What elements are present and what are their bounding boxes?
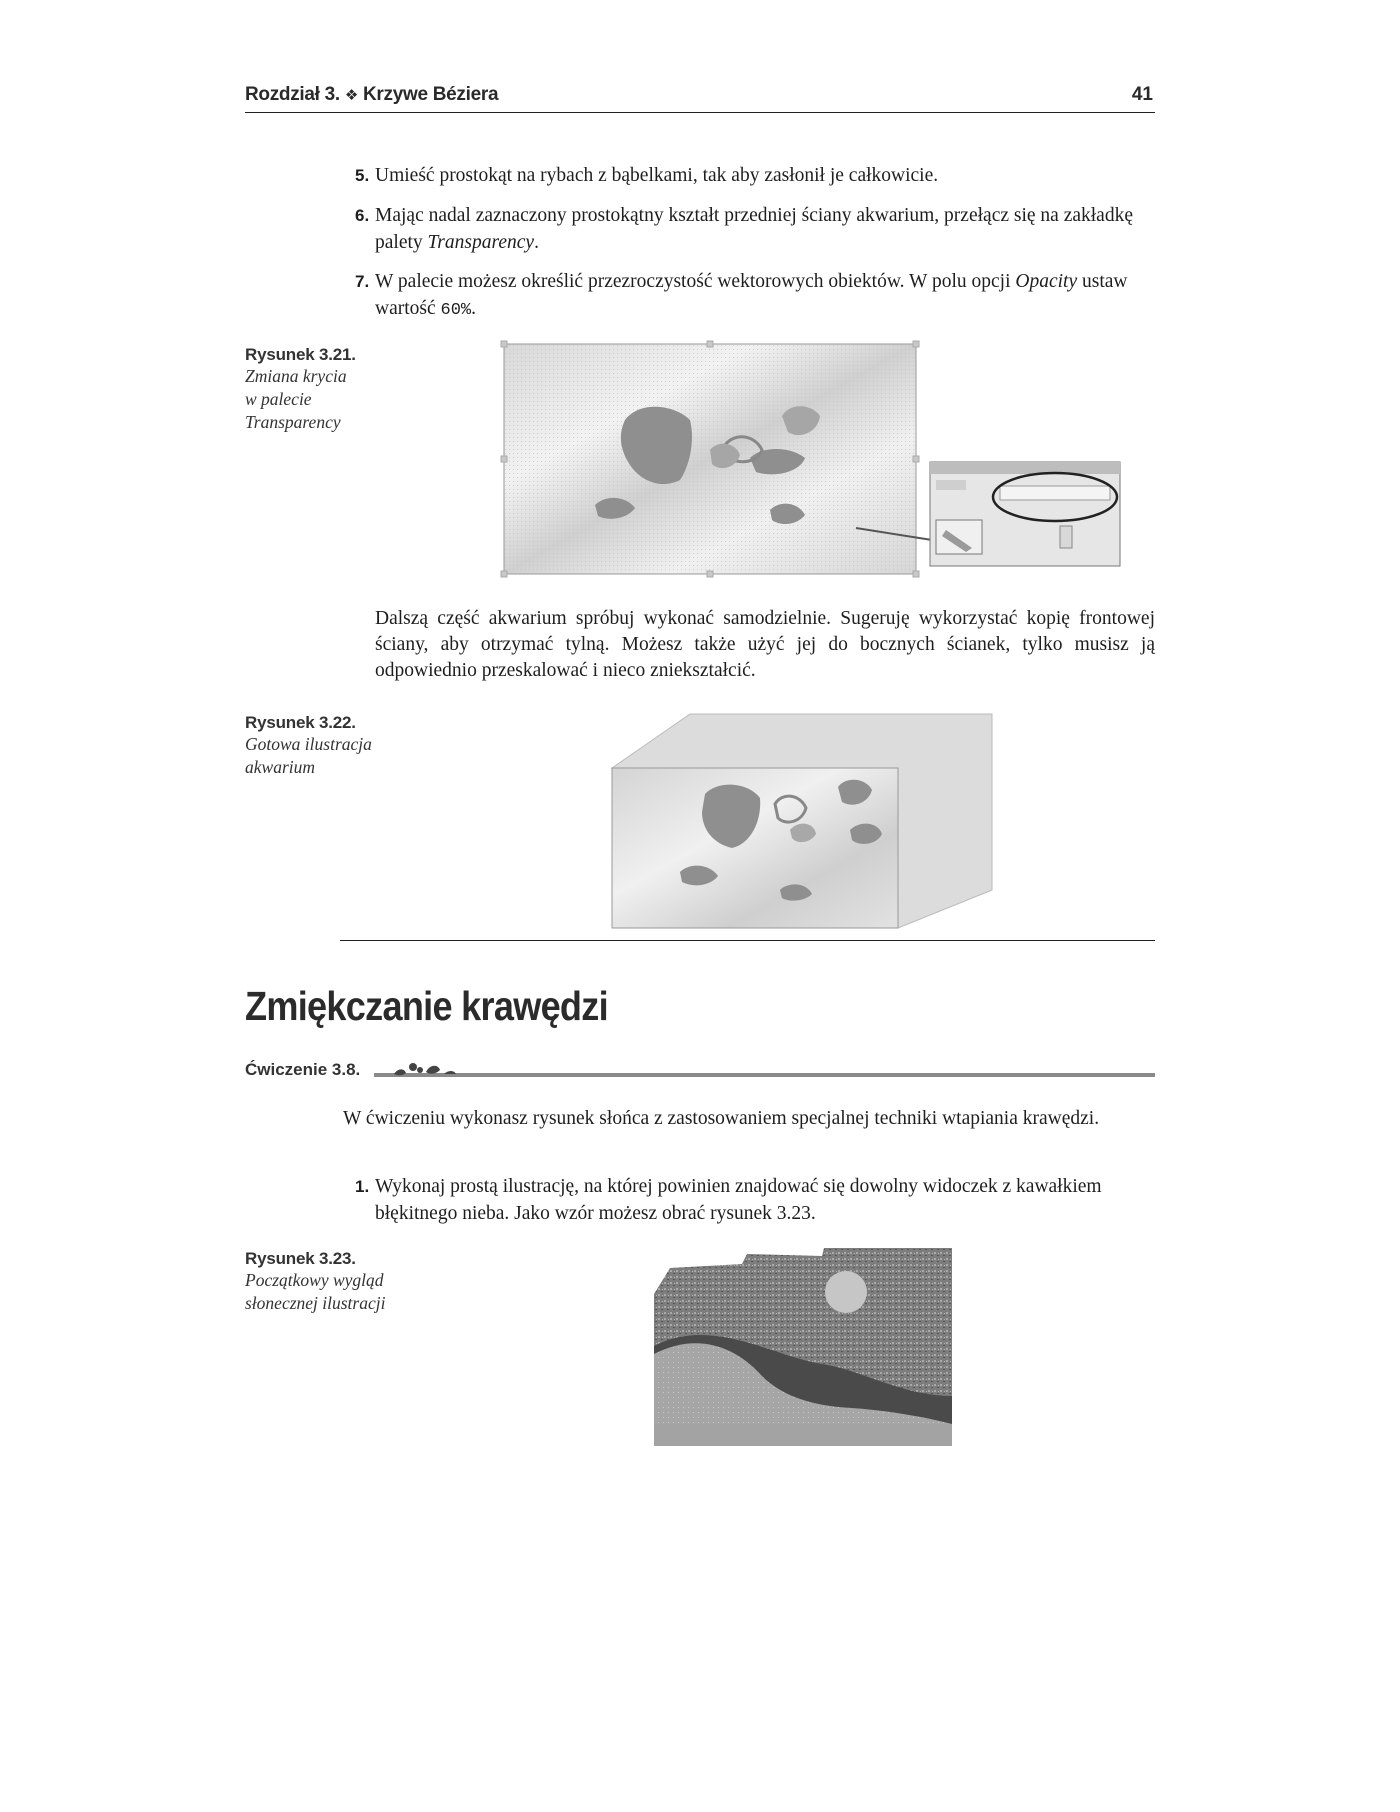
page-number: 41 bbox=[1131, 84, 1153, 105]
step-6 bbox=[355, 202, 1155, 256]
exercise-step-1 bbox=[355, 1173, 1125, 1227]
ground bbox=[654, 1424, 952, 1446]
opacity-value: 60% bbox=[440, 301, 472, 320]
figure-title: Rysunek 3.22. bbox=[245, 713, 356, 732]
figure-3-23-image bbox=[652, 1246, 954, 1448]
paragraph-aquarium: Dalszą część akwarium spróbuj wykonać samodzielnie. Sugeruję wykorzystać kopię frontowej ściany, aby otrzymać tylną. Możesz także użyć jej do bocznych ścianek, tylko musisz ją odpowiednio przeskalować i nieco zniekształcić. bbox=[375, 608, 1155, 681]
step-text: Umieść prostokąt na rybach z bąbelkami, tak aby zasłonił je całkowicie. bbox=[375, 165, 939, 186]
step-text: Wykonaj prostą ilustrację, na której powinien znajdować się dowolny widoczek z kawałkiem błękitnego nieba. Jako wzór możesz obrać rysunek 3.23. bbox=[375, 1176, 1102, 1224]
chapter-topic: Krzywe Béziera bbox=[363, 84, 499, 105]
header-chapter bbox=[245, 84, 498, 106]
exercise-label bbox=[245, 1060, 360, 1080]
figure-caption-3-22 bbox=[245, 713, 420, 779]
running-header bbox=[245, 82, 1155, 113]
caption-line: Zmiana krycia bbox=[245, 366, 347, 386]
step-number: 1. bbox=[355, 1177, 370, 1196]
step-7 bbox=[355, 268, 1155, 324]
step-text bbox=[355, 268, 1155, 324]
step-text-c: . bbox=[471, 298, 477, 319]
caption-line: w palecie bbox=[245, 389, 312, 409]
section-intro: W ćwiczeniu wykonasz rysunek słońca z zastosowaniem specjalnej techniki wtapiania krawędzi. bbox=[343, 1108, 1100, 1129]
caption-line: słonecznej ilustracji bbox=[245, 1293, 386, 1313]
step-text-a: W palecie możesz określić przezroczystość wektorowych obiektów. W polu opcji bbox=[375, 271, 1016, 292]
step-text-b: . bbox=[534, 232, 539, 253]
figure-title: Rysunek 3.23. bbox=[245, 1249, 356, 1268]
step-text-b: ustaw wartość bbox=[375, 271, 1128, 319]
figure-title: Rysunek 3.21. bbox=[245, 345, 356, 364]
step-number: 6. bbox=[355, 206, 370, 225]
palette-name: Transparency bbox=[427, 232, 535, 253]
exercise-number: Ćwiczenie 3.8. bbox=[245, 1060, 361, 1079]
section-title: Zmiękczanie krawędzi bbox=[245, 983, 608, 1029]
caption-line: Transparency bbox=[245, 412, 341, 432]
separator-icon: ❖ bbox=[344, 87, 359, 104]
figure-3-22-image bbox=[610, 712, 1000, 930]
figure-caption-3-23 bbox=[245, 1249, 445, 1315]
step-5 bbox=[355, 162, 1155, 189]
chapter-label: Rozdział 3. bbox=[245, 84, 340, 105]
exercise-ornament-line bbox=[372, 1058, 1157, 1080]
caption-line: akwarium bbox=[245, 757, 315, 777]
step-text-a: Mając nadal zaznaczony prostokątny kształt przedniej ściany akwarium, przełącz się na zakładkę palety bbox=[375, 205, 1133, 253]
step-number: 7. bbox=[355, 272, 370, 291]
step-number: 5. bbox=[355, 166, 370, 185]
caption-line: Gotowa ilustracja bbox=[245, 734, 372, 754]
step-text bbox=[355, 202, 1155, 256]
sun bbox=[825, 1271, 867, 1313]
figure-3-21-image bbox=[500, 340, 1125, 580]
section-divider bbox=[340, 940, 1155, 941]
figure-caption-3-21 bbox=[245, 345, 420, 434]
option-name: Opacity bbox=[1015, 271, 1078, 292]
transparency-palette bbox=[930, 462, 1120, 566]
caption-line: Początkowy wygląd bbox=[245, 1270, 384, 1290]
